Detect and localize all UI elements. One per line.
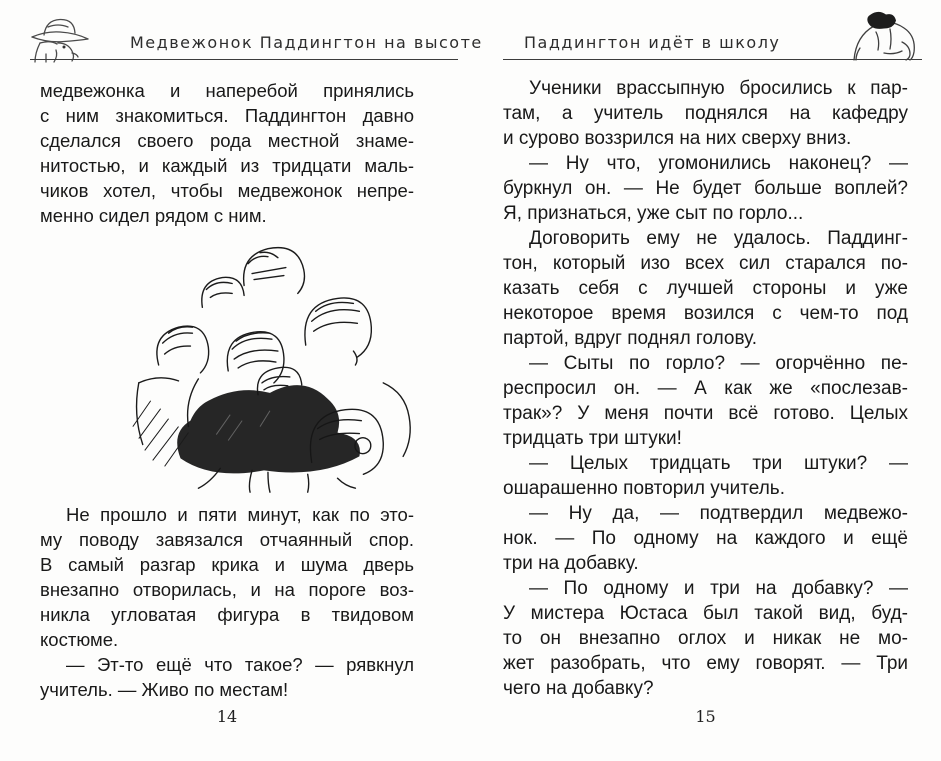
text-line: нитостью, и каждый из тридцати маль- xyxy=(40,155,414,176)
paragraph xyxy=(503,351,908,451)
text-line: учитель. — Живо по местам! xyxy=(40,679,289,700)
left-body-top xyxy=(40,78,414,228)
text-line: му поводу завязался отчаянный спор. xyxy=(40,529,414,550)
paragraph xyxy=(503,151,908,226)
text-line: менно сидел рядом с ним. xyxy=(40,205,267,226)
text-line: Я, признаться, уже сыт по горло... xyxy=(503,203,804,224)
text-line: Ученики врассыпную бросились к пар- xyxy=(529,78,908,99)
bear-hunched-back-icon xyxy=(846,8,924,67)
text-line: чиков хотел, чтобы медвежонок непре- xyxy=(40,180,414,201)
paragraph xyxy=(503,226,908,351)
left-running-title: Медвежонок Паддингтон на высоте xyxy=(130,33,483,52)
text-line: чего на добавку? xyxy=(503,678,654,699)
text-line: — Ну да, — подтвердил медвежо- xyxy=(529,503,908,524)
text-line: некоторое время возился с чем-то под xyxy=(503,303,908,324)
text-line: казать себя с лучшей стороны и уже xyxy=(503,278,908,299)
text-line: нок. — По одному на каждого и ещё xyxy=(503,528,908,549)
text-line: жет разобрать, что ему говорят. — Три xyxy=(503,653,908,674)
text-line: ошарашенно повторил учитель. xyxy=(503,478,785,499)
left-body-bottom xyxy=(40,502,414,702)
left-page-number: 14 xyxy=(216,707,238,726)
paragraph xyxy=(503,501,908,576)
text-line: — Эт-то ещё что такое? — рявкнул xyxy=(66,654,414,675)
text-line: там, а учитель поднялся на кафедру xyxy=(503,103,908,124)
paragraph xyxy=(40,652,414,702)
paragraph xyxy=(40,502,414,652)
text-line: — Сыты по горло? — огорчённо пе- xyxy=(529,353,908,374)
text-line: тон, который изо всех сил старался по- xyxy=(503,253,908,274)
text-line: — Целых тридцать три штуки? — xyxy=(529,453,908,474)
text-line: никла угловатая фигура в твидовом xyxy=(40,604,414,625)
text-line: — По одному и три на добавку? — xyxy=(529,578,908,599)
text-line: внезапно отворилась, и на пороге воз- xyxy=(40,579,414,600)
text-line: В самый разгар крика и шума дверь xyxy=(40,554,414,575)
text-line: три на добавку. xyxy=(503,553,639,574)
text-line: респросил он. — А как же «послезав- xyxy=(503,378,908,399)
text-line: У мистера Юстаса был такой вид, буд- xyxy=(503,603,908,624)
text-line: трак»? У меня почти всё готово. Целых xyxy=(503,403,908,424)
text-line: и сурово воззрился на них сверху вниз. xyxy=(503,128,852,149)
left-header-rule xyxy=(30,59,458,60)
text-line: с ним знакомиться. Паддингтон давно xyxy=(40,105,414,126)
crowd-illustration xyxy=(103,233,421,495)
text-line: медвежонка и наперебой принялись xyxy=(40,80,414,101)
paragraph xyxy=(503,451,908,501)
text-line: тридцать три штуки! xyxy=(503,428,682,449)
text-line: сделался своего рода местной знаме- xyxy=(40,130,414,151)
text-line: Не прошло и пяти минут, как по это- xyxy=(66,504,414,525)
paragraph xyxy=(503,576,908,701)
text-line: то он внезапно оглох и никак не мо- xyxy=(503,628,908,649)
text-line: партой, вдруг поднял голову. xyxy=(503,328,758,349)
text-line: буркнул он. — Не будет больше воплей? xyxy=(503,178,908,199)
text-line: — Ну что, угомонились наконец? — xyxy=(529,153,908,174)
right-body xyxy=(503,76,908,701)
right-running-title: Паддингтон идёт в школу xyxy=(524,33,781,52)
right-page-number: 15 xyxy=(695,707,716,726)
text-line: Договорить ему не удалось. Паддинг- xyxy=(529,228,908,249)
paragraph xyxy=(40,78,414,228)
text-line: костюме. xyxy=(40,629,119,650)
paragraph xyxy=(503,76,908,151)
